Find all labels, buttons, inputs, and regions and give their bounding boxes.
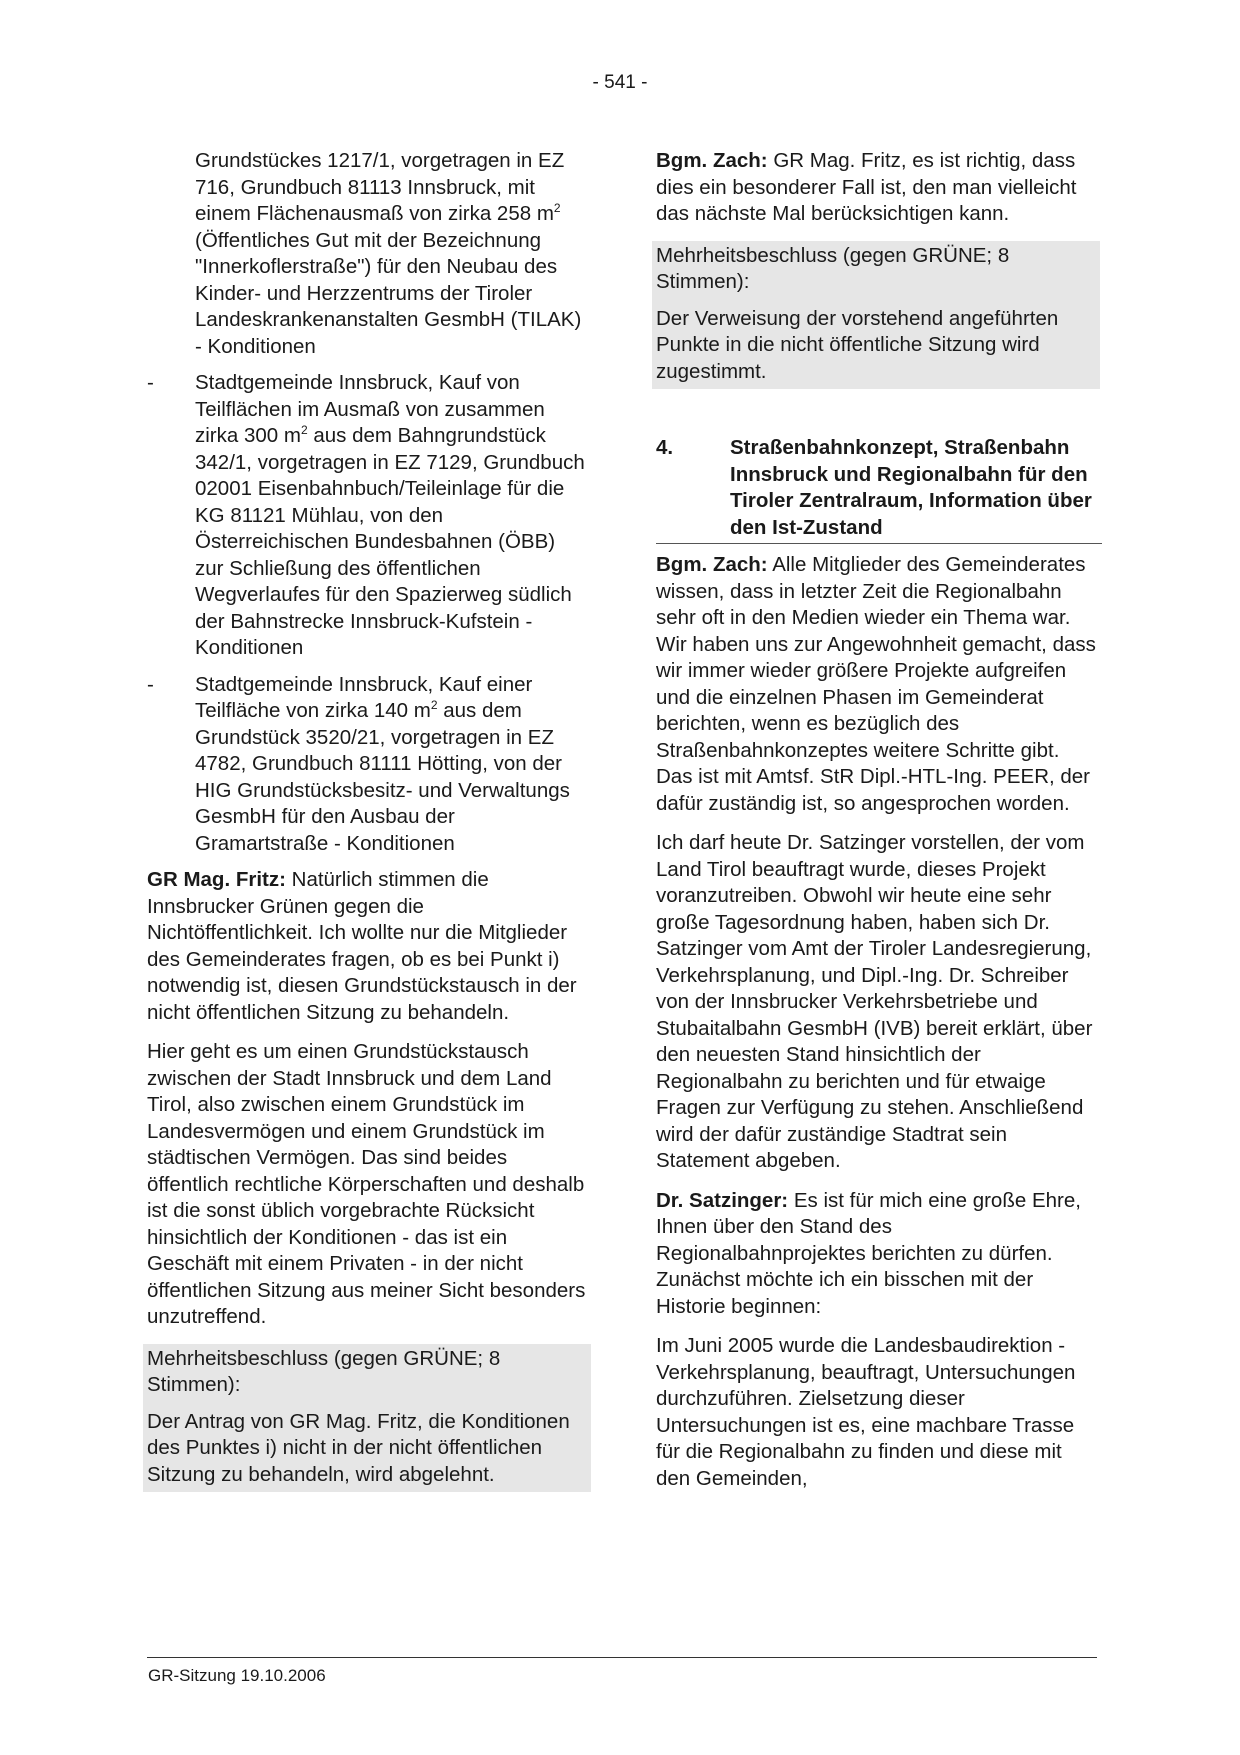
list-item-text: Stadtgemeinde Innsbruck, Kauf von Teilflächen im Ausmaß von zusammen zirka 300 m: [195, 371, 545, 447]
list-item: [147, 370, 587, 662]
list-item: [147, 672, 587, 858]
list-item-continuation: [147, 148, 587, 360]
list-item-text: aus dem Grundstück 3520/21, vorgetragen in EZ 4782, Grundbuch 81111 Hötting, von der HIG Grundstücksbesitz- und Verwaltungs GesmbH für den Ausbau der Gramartstraße - Konditionen: [195, 699, 570, 855]
resolution-text: Der Verweisung der vorstehend angeführten Punkte in die nicht öffentliche Sitzung wird zugestimmt.: [656, 306, 1059, 383]
resolution-box: [143, 1344, 591, 1493]
speech-text: Alle Mitglieder des Gemeinderates wissen, dass in letzter Zeit die Regionalbahn sehr oft in den Medien wieder ein Thema war. Wir haben uns zur Angewohnheit gemacht, dass wir immer wieder größere Projekte aufgreifen und die einzelnen Phasen im Gemeinderat berichten, wenn es bezüglich des Straßenbahnkonzeptes weitere Schritte gibt. Das ist mit Amtsf. StR Dipl.-HTL-Ing. PEER, der dafür zuständig ist, so angesprochen worden.: [656, 553, 1096, 815]
list-dash: -: [147, 672, 154, 696]
speech-text: Es ist für mich eine große Ehre, Ihnen über den Stand des Regionalbahnprojektes berichten zu dürfen. Zunächst möchte ich ein bisschen mit der Historie beginnen:: [656, 1188, 1081, 1318]
speech-paragraph: Hier geht es um einen Grundstückstausch zwischen der Stadt Innsbruck und dem Land Tirol, also zwischen einem Grundstück im Landesvermögen und einem Grundstück im städtischen Vermögen. Das sind beides öffentlich rechtliche Körperschaften und deshalb ist die sonst üblich vorgebrachte Rücksicht hinsichtlich der Konditionen - das ist ein Geschäft mit einem Privaten - in der nicht öffentlichen Sitzung aus meiner Sicht besonders unzutreffend.: [147, 1040, 586, 1328]
agenda-heading: [656, 435, 1102, 544]
speech-paragraph: Ich darf heute Dr. Satzinger vorstellen, der vom Land Tirol beauftragt wurde, dieses Projekt voranzutreiben. Obwohl wir heute eine sehr große Tagesordnung haben, haben sich Dr. Satzinger vom Amt der Tiroler Landesregierung, Verkehrsplanung, und Dipl.-Ing. Dr. Schreiber von der Innsbrucker Verkehrsbetriebe und Stubaitalbahn GesmbH (IVB) bereit erklärt, über den neuesten Stand hinsichtlich der Regionalbahn zu berichten und für etwaige Fragen zur Verfügung zu stehen. Anschließend wird der dafür zuständige Stadtrat sein Statement abgeben.: [656, 831, 1093, 1172]
agenda-number: 4.: [656, 436, 674, 459]
list-item-text: Stadtgemeinde Innsbruck, Kauf einer Teilfläche von zirka 140 m: [195, 672, 533, 722]
superscript: 2: [553, 201, 561, 216]
resolution-text: Der Antrag von GR Mag. Fritz, die Konditionen des Punktes i) nicht in der nicht öffentlichen Sitzung zu behandeln, wird abgelehnt.: [147, 1409, 570, 1486]
superscript: 2: [430, 698, 438, 713]
speech-text: GR Mag. Fritz, es ist richtig, dass dies ein besonderer Fall ist, den man vielleicht das nächste Mal berücksichtigen kann.: [656, 149, 1077, 225]
agenda-title: Straßenbahnkonzept, Straßenbahn Innsbruck und Regionalbahn für den Tiroler Zentralraum, Information über den Ist-Zustand: [730, 436, 1092, 539]
speaker-name: Dr. Satzinger:: [656, 1188, 789, 1212]
list-item-text: Grundstückes 1217/1, vorgetragen in EZ 716, Grundbuch 81113 Innsbruck, mit einem Flächenausmaß von zirka 258 m: [195, 149, 565, 225]
list-dash: -: [147, 371, 154, 394]
resolution-title: Mehrheitsbeschluss (gegen GRÜNE; 8 Stimmen):: [656, 243, 1010, 293]
speech-paragraph: Im Juni 2005 wurde die Landesbaudirektion - Verkehrsplanung, beauftragt, Untersuchungen durchzuführen. Zielsetzung dieser Untersuchungen ist es, eine machbare Trasse für die Regionalbahn zu finden und diese mit den Gemeinden,: [656, 1334, 1076, 1490]
speech-paragraph: [656, 1188, 1096, 1321]
speaker-name: Bgm. Zach:: [656, 149, 768, 172]
footer-divider: [147, 1657, 1097, 1658]
superscript: 2: [300, 423, 308, 438]
left-column: [147, 148, 587, 1492]
speech-paragraph: [656, 148, 1096, 228]
speaker-name: Bgm. Zach:: [656, 553, 768, 576]
footer-session-date: GR-Sitzung 19.10.2006: [148, 1666, 326, 1685]
list-item-text: (Öffentliches Gut mit der Bezeichnung "Innerkoflerstraße") für den Neubau des Kinder- und Herzzentrums der Tiroler Landeskrankenanstalten GesmbH (TILAK) - Konditionen: [195, 228, 582, 358]
resolution-box: [652, 241, 1100, 390]
speech-text: Natürlich stimmen die Innsbrucker Grünen gegen die Nichtöffentlichkeit. Ich wollte nur die Mitglieder des Gemeinderates fragen, ob es bei Punkt i) notwendig ist, diesen Grundstückstausch in der nicht öffentlichen Sitzung zu behandeln.: [147, 868, 577, 1024]
speech-paragraph: [656, 552, 1096, 817]
resolution-title: Mehrheitsbeschluss (gegen GRÜNE; 8 Stimmen):: [147, 1346, 501, 1396]
right-column: [656, 148, 1096, 1505]
list-item-text: aus dem Bahngrundstück 342/1, vorgetragen in EZ 7129, Grundbuch 02001 Eisenbahnbuch/Teileinlage für die KG 81121 Mühlau, von den Österreichischen Bundesbahnen (ÖBB) zur Schließung des öffentlichen Wegverlaufes für den Spazierweg südlich der Bahnstrecke Innsbruck-Kufstein - Konditionen: [195, 424, 585, 659]
speech-paragraph: [147, 867, 587, 1026]
speaker-name: GR Mag. Fritz:: [147, 868, 286, 891]
page-number: - 541 -: [592, 72, 648, 93]
